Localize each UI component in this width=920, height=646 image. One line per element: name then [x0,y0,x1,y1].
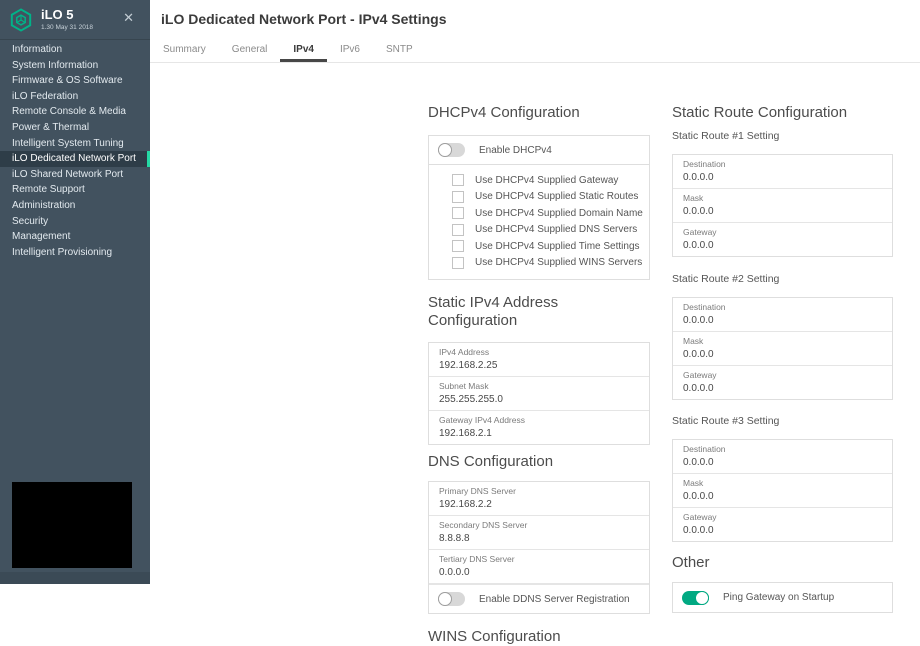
sidebar [0,0,150,584]
supplied-domain-name-label: Use DHCPv4 Supplied Domain Name [475,207,643,219]
subnet-mask-field[interactable] [429,377,649,411]
gateway-ipv4-field[interactable] [429,411,649,444]
remote-console-preview[interactable] [12,482,132,568]
tab-sntp[interactable]: SNTP [385,44,413,55]
tab-general[interactable]: General [231,44,268,55]
sidebar-item-firmware-os-software[interactable]: Firmware & OS Software [12,75,123,87]
wins-configuration-heading: WINS Configuration [428,628,561,645]
checkbox-row-supplied-dns-servers [429,222,649,239]
enable-dhcpv4-toggle[interactable] [438,143,465,157]
static-route-1-subheading: Static Route #1 Setting [672,130,780,142]
tab-ipv6[interactable]: IPv6 [339,44,360,55]
ipv4-address-value: 192.168.2.25 [439,360,498,371]
primary-dns-field[interactable] [429,482,649,516]
dhcpv4-configuration-heading: DHCPv4 Configuration [428,104,580,121]
page-title: iLO Dedicated Network Port - IPv4 Settings [161,11,447,27]
sidebar-nav [0,40,150,260]
enable-ddns-row [429,584,649,613]
ipv4-address-field[interactable] [429,343,649,377]
app-title: iLO 5 [41,7,74,22]
supplied-time-settings-checkbox[interactable] [452,240,464,252]
right-column [672,104,893,613]
dhcpv4-checkbox-list [429,165,649,279]
enable-ddns-toggle[interactable] [438,592,465,606]
route2-destination-field[interactable] [673,298,892,332]
route3-destination-value: 0.0.0.0 [683,457,714,468]
ipv4-address-label: IPv4 Address [439,347,490,357]
ping-gateway-toggle[interactable] [682,591,709,605]
supplied-dns-servers-label: Use DHCPv4 Supplied DNS Servers [475,224,638,236]
checkbox-row-supplied-gateway [429,172,649,189]
tab-summary[interactable]: Summary [163,44,206,55]
route3-gateway-label: Gateway [683,512,717,522]
route3-gateway-field[interactable] [673,508,892,541]
sidebar-item-ilo-shared-network-port[interactable]: iLO Shared Network Port [12,168,124,180]
static-route-2-subheading: Static Route #2 Setting [672,273,780,285]
route2-gateway-field[interactable] [673,366,892,399]
sidebar-item-information[interactable]: Information [12,44,63,55]
other-heading: Other [672,554,710,571]
supplied-wins-servers-label: Use DHCPv4 Supplied WINS Servers [475,257,643,269]
toggle-knob [438,592,452,606]
supplied-time-settings-label: Use DHCPv4 Supplied Time Settings [475,240,640,252]
route3-destination-label: Destination [683,444,726,454]
other-panel [672,582,893,613]
toggle-knob [438,143,452,157]
subnet-mask-label: Subnet Mask [439,381,489,391]
checkbox-row-supplied-domain-name [429,205,649,222]
secondary-dns-label: Secondary DNS Server [439,520,528,530]
static-route-configuration-heading: Static Route Configuration [672,104,848,121]
supplied-gateway-label: Use DHCPv4 Supplied Gateway [475,174,619,186]
route1-gateway-value: 0.0.0.0 [683,240,714,251]
supplied-gateway-checkbox[interactable] [452,174,464,186]
route1-mask-label: Mask [683,193,704,203]
primary-dns-value: 192.168.2.2 [439,499,492,510]
app-identity [41,8,93,31]
supplied-wins-servers-checkbox[interactable] [452,257,464,269]
route2-destination-label: Destination [683,302,726,312]
route2-gateway-value: 0.0.0.0 [683,383,714,394]
close-icon[interactable]: ✕ [123,10,134,25]
route2-gateway-label: Gateway [683,370,717,380]
sidebar-item-intelligent-system-tuning[interactable]: Intelligent System Tuning [12,137,124,149]
route2-mask-value: 0.0.0.0 [683,349,714,360]
sidebar-item-remote-console-media[interactable]: Remote Console & Media [12,106,126,118]
route2-mask-field[interactable] [673,332,892,366]
static-ipv4-heading: Static IPv4 Address Configuration [428,294,559,329]
sidebar-header [0,0,150,40]
route1-gateway-field[interactable] [673,223,892,256]
sidebar-item-management[interactable]: Management [12,231,71,243]
route1-mask-field[interactable] [673,189,892,223]
supplied-static-routes-checkbox[interactable] [452,191,464,203]
static-route-1-panel [672,154,893,257]
secondary-dns-field[interactable] [429,516,649,550]
route3-gateway-value: 0.0.0.0 [683,525,714,536]
enable-ddns-label: Enable DDNS Server Registration [479,593,630,605]
supplied-static-routes-label: Use DHCPv4 Supplied Static Routes [475,191,639,203]
dns-configuration-heading: DNS Configuration [428,453,554,470]
sidebar-item-system-information[interactable]: System Information [12,59,99,71]
tertiary-dns-field[interactable] [429,550,649,584]
left-column [428,104,650,646]
supplied-dns-servers-checkbox[interactable] [452,224,464,236]
checkbox-row-supplied-static-routes [429,189,649,206]
main-content [150,0,920,645]
subnet-mask-value: 255.255.255.0 [439,394,503,405]
ping-gateway-row [673,583,892,612]
secondary-dns-value: 8.8.8.8 [439,533,470,544]
tertiary-dns-label: Tertiary DNS Server [439,554,515,564]
static-route-3-subheading: Static Route #3 Setting [672,415,780,427]
route1-destination-value: 0.0.0.0 [683,172,714,183]
sidebar-item-security[interactable]: Security [12,215,49,227]
sidebar-item-power-thermal[interactable]: Power & Thermal [12,121,90,133]
sidebar-item-ilo-dedicated-network-port[interactable]: iLO Dedicated Network Port [0,151,150,167]
route1-destination-label: Destination [683,159,726,169]
primary-dns-label: Primary DNS Server [439,486,516,496]
static-route-3-panel [672,439,893,542]
sidebar-bottom-strip [0,572,150,584]
enable-dhcpv4-label: Enable DHCPv4 [479,144,552,156]
tab-bar-divider [150,62,920,63]
checkbox-row-supplied-time-settings [429,238,649,255]
dhcpv4-configuration-panel [428,135,650,280]
route1-gateway-label: Gateway [683,227,717,237]
static-route-2-panel [672,297,893,400]
sidebar-item-administration[interactable]: Administration [12,199,76,211]
enable-dhcpv4-row [429,136,649,165]
gateway-ipv4-label: Gateway IPv4 Address [439,415,525,425]
tab-ipv4[interactable]: IPv4 [280,40,327,62]
route2-destination-value: 0.0.0.0 [683,315,714,326]
tertiary-dns-value: 0.0.0.0 [439,567,470,578]
route3-mask-field[interactable] [673,474,892,508]
route3-mask-value: 0.0.0.0 [683,491,714,502]
ping-gateway-label: Ping Gateway on Startup [723,592,835,603]
route1-mask-value: 0.0.0.0 [683,206,714,217]
sidebar-item-remote-support[interactable]: Remote Support [12,184,85,196]
sidebar-item-intelligent-provisioning[interactable]: Intelligent Provisioning [12,246,113,258]
checkbox-row-supplied-wins-servers [429,255,649,272]
ilo-logo-icon [8,7,34,33]
sidebar-item-ilo-federation[interactable]: iLO Federation [12,90,79,102]
app-version: 1.30 May 31 2018 [41,24,94,31]
tab-bar [150,40,426,62]
dns-configuration-panel [428,481,650,614]
toggle-knob [695,591,709,605]
supplied-domain-name-checkbox[interactable] [452,207,464,219]
gateway-ipv4-value: 192.168.2.1 [439,428,492,439]
route3-destination-field[interactable] [673,440,892,474]
route3-mask-label: Mask [683,478,704,488]
static-ipv4-panel [428,342,650,445]
route1-destination-field[interactable] [673,155,892,189]
route2-mask-label: Mask [683,336,704,346]
